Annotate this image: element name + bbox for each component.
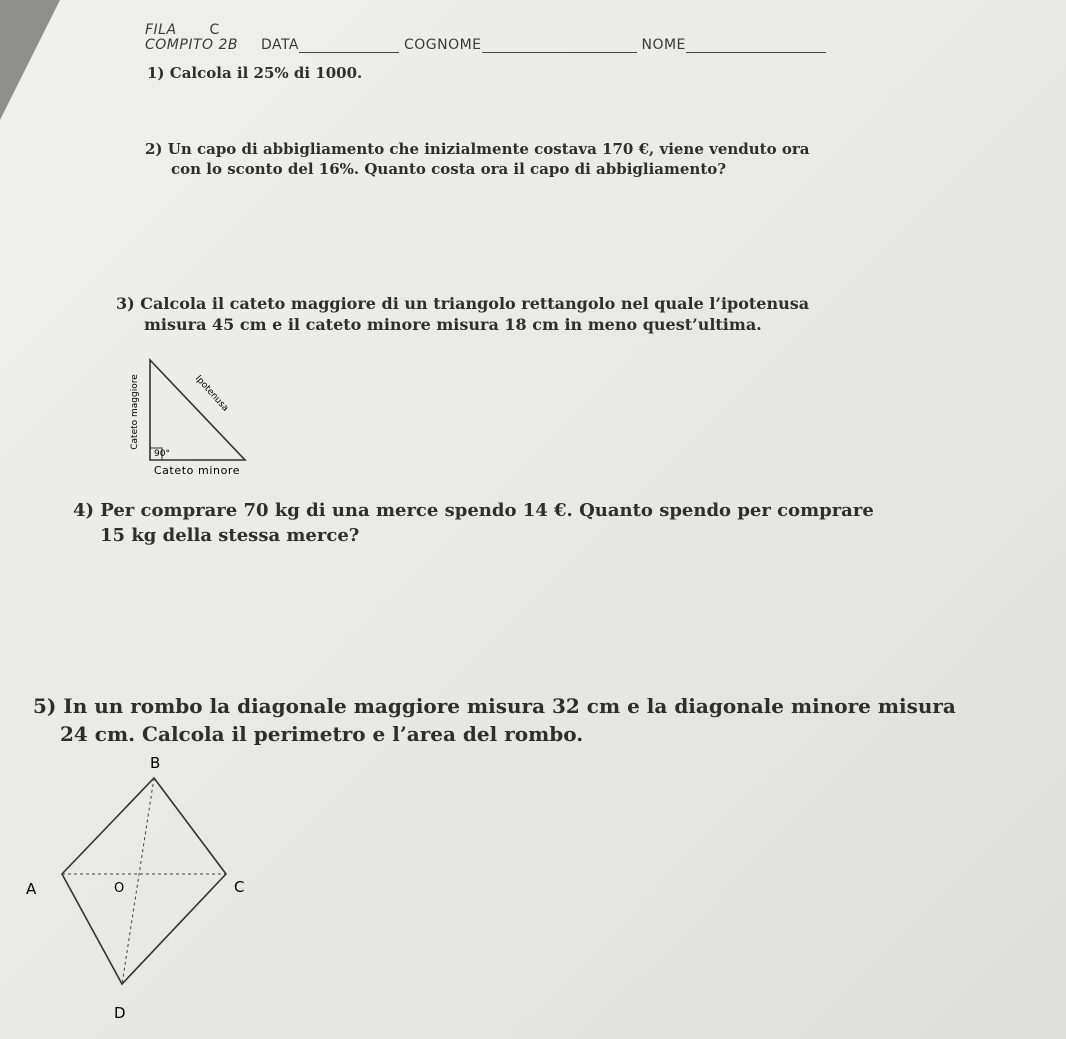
angle-label: 90°	[154, 449, 170, 459]
nome-field[interactable]	[686, 52, 826, 53]
header-row	[145, 37, 826, 53]
cognome-label: COGNOME	[403, 37, 482, 53]
compito-label: COMPITO 2B	[145, 37, 238, 53]
data-label: DATA	[260, 37, 300, 53]
vertex-b-label: B	[150, 754, 161, 772]
question-5-line-2: 24 cm. Calcola il perimetro e l’area del rombo.	[60, 722, 584, 746]
right-triangle-diagram	[100, 340, 270, 485]
question-3-line-1: 3) Calcola il cateto maggiore di un triangolo rettangolo nel quale l’ipotenusa	[116, 294, 810, 313]
cateto-maggiore-label: Cateto maggiore	[130, 374, 140, 450]
question-2-line-1: 2) Un capo di abbigliamento che inizialmente costava 170 €, viene venduto ora	[145, 140, 810, 158]
fila-row	[145, 22, 220, 38]
center-o-label: O	[114, 881, 125, 896]
data-field[interactable]	[299, 52, 399, 53]
rhombus-diagram	[20, 750, 260, 1030]
vertex-a-label: A	[26, 880, 37, 898]
question-4-line-2: 15 kg della stessa merce?	[100, 525, 360, 546]
cognome-field[interactable]	[482, 52, 637, 53]
vertex-d-label: D	[114, 1004, 126, 1022]
diagonal-bd	[122, 778, 154, 984]
rhombus-shape	[62, 778, 226, 984]
question-4-line-1: 4) Per comprare 70 kg di una merce spendo 14 €. Quanto spendo per comprare	[73, 500, 874, 521]
question-3-line-2: misura 45 cm e il cateto minore misura 18 cm in meno quest’ultima.	[144, 315, 762, 334]
nome-label: NOME	[641, 37, 686, 53]
cateto-minore-label: Cateto minore	[153, 464, 241, 477]
question-5-line-1: 5) In un rombo la diagonale maggiore misura 32 cm e la diagonale minore misura	[33, 694, 956, 718]
vertex-c-label: C	[234, 878, 245, 896]
question-2-line-2: con lo sconto del 16%. Quanto costa ora il capo di abbigliamento?	[171, 160, 727, 178]
fila-label: FILA	[145, 22, 177, 38]
fila-value: C	[209, 22, 220, 38]
question-1: 1) Calcola il 25% di 1000.	[147, 64, 363, 82]
ipotenusa-label: Ipotenusa	[192, 373, 231, 414]
